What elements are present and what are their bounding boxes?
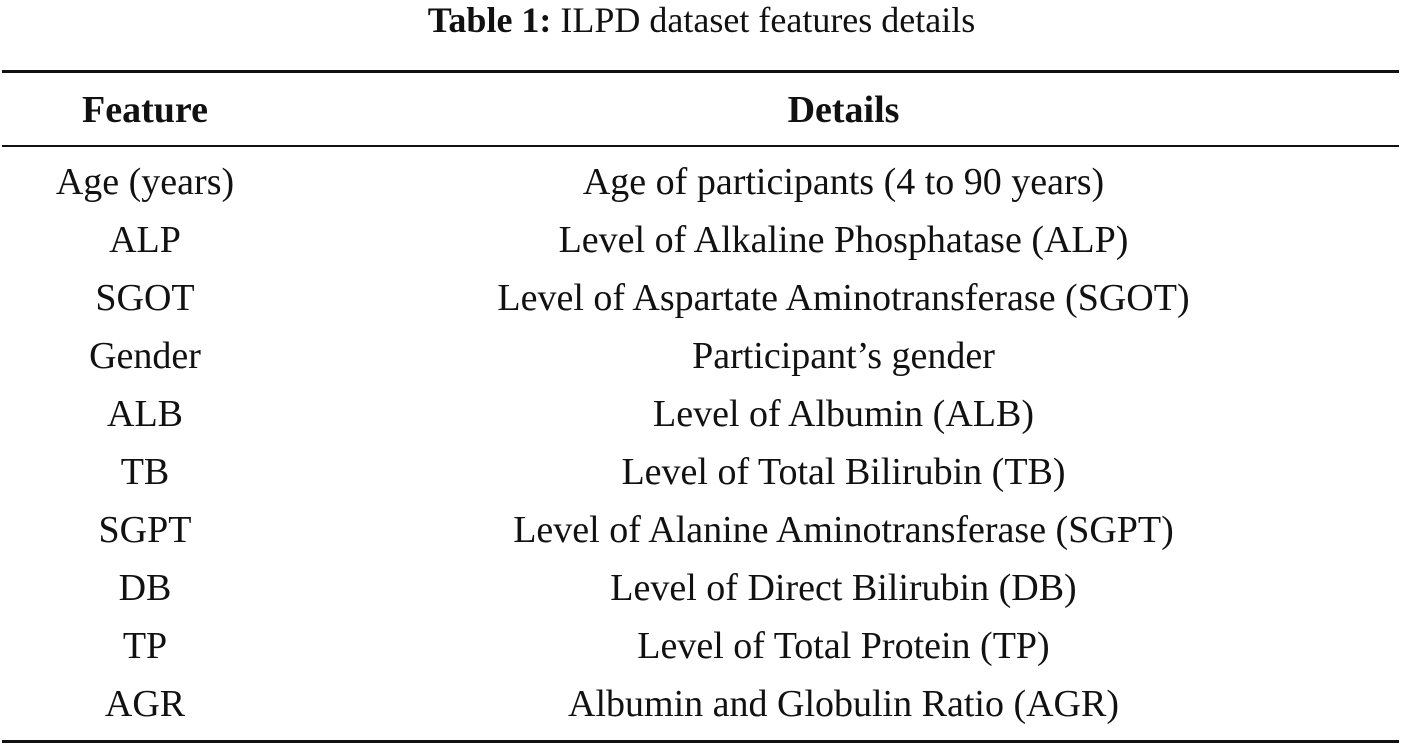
table-row xyxy=(2,211,1399,269)
table-row xyxy=(2,269,1399,327)
feature-cell: Gender xyxy=(89,335,201,377)
table-caption-label: Table 1: xyxy=(427,0,552,40)
table-row xyxy=(2,385,1399,443)
details-cell: Participant’s gender xyxy=(692,335,995,377)
details-cell: Level of Albumin (ALB) xyxy=(653,393,1034,435)
table-row xyxy=(2,143,1399,211)
table-row xyxy=(2,559,1399,617)
feature-cell: SGOT xyxy=(95,277,195,319)
feature-cell: Age (years) xyxy=(55,161,235,203)
table-caption xyxy=(0,0,1403,44)
feature-cell: TP xyxy=(122,625,168,667)
table-row xyxy=(2,443,1399,501)
table-row xyxy=(2,501,1399,559)
feature-cell: SGPT xyxy=(98,509,192,551)
feature-cell: ALP xyxy=(109,219,181,261)
details-cell: Level of Alanine Aminotransferase (SGPT) xyxy=(513,509,1174,551)
table-row xyxy=(2,327,1399,385)
top-rule xyxy=(2,70,1399,73)
details-cell: Albumin and Globulin Ratio (AGR) xyxy=(568,683,1119,725)
bottom-rule xyxy=(2,740,1399,743)
table-row xyxy=(2,675,1399,733)
table-caption-text: ILPD dataset features details xyxy=(560,0,976,40)
details-cell: Level of Direct Bilirubin (DB) xyxy=(610,567,1077,609)
column-header-feature: Feature xyxy=(82,89,208,131)
details-cell: Level of Aspartate Aminotransferase (SGOT) xyxy=(497,277,1190,319)
feature-cell: DB xyxy=(118,567,172,609)
feature-cell: TB xyxy=(120,451,170,493)
table-header-row xyxy=(2,77,1399,143)
feature-cell: AGR xyxy=(104,683,186,725)
feature-cell: ALB xyxy=(107,393,183,435)
details-cell: Level of Total Protein (TP) xyxy=(637,625,1050,667)
details-cell: Age of participants (4 to 90 years) xyxy=(582,161,1105,203)
table-row xyxy=(2,617,1399,675)
column-header-details: Details xyxy=(787,89,900,131)
features-table xyxy=(2,77,1399,733)
details-cell: Level of Alkaline Phosphatase (ALP) xyxy=(558,219,1129,261)
details-cell: Level of Total Bilirubin (TB) xyxy=(621,451,1066,493)
